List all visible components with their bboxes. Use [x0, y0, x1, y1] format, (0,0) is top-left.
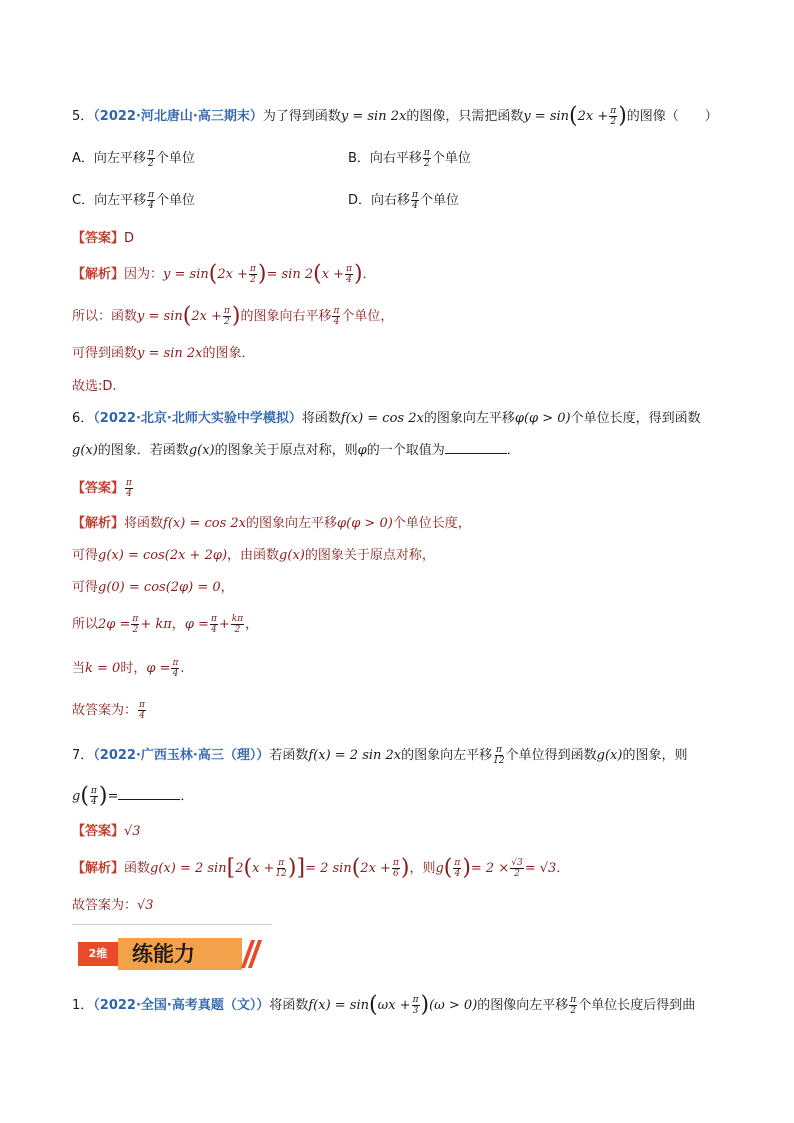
q5-number: 5． [72, 109, 94, 124]
paren: ( [569, 103, 578, 129]
fraction: $\frac{\pi}{4}$ [148, 190, 154, 211]
fraction: $\frac{\pi}{2}$ [223, 306, 230, 327]
fraction: $\frac{\pi}{3}$ [412, 995, 419, 1016]
fraction: $\frac{\pi}{6}$ [392, 858, 399, 879]
q6-analysis-6: 故答案为： $\frac{\pi}{4}$ [72, 700, 145, 721]
divider [72, 924, 272, 925]
q6-analysis-1: 【解析】将函数f(x) = cos 2x的图象向左平移φ(φ > 0)个单位长度， [72, 516, 471, 531]
fraction: $\frac{\pi}{4}$ [333, 306, 340, 327]
q5-func1: y = sin 2x [340, 109, 407, 124]
fraction: $\frac{\pi}{2}$ [570, 995, 577, 1016]
fraction: $\frac{\pi}{2}$ [610, 106, 617, 127]
q6-analysis-4: 所以2φ = $\frac{\pi}{2}$ + kπ，φ = $\frac{\pi}{4}$ + $\frac{k\pi}{2}$ ， [72, 614, 259, 635]
q6-analysis-2: 可得g(x) = cos(2x + 2φ)，由函数g(x)的图象关于原点对称， [72, 548, 435, 563]
q6-answer: 【答案】 $\frac{\pi}{4}$ [72, 478, 132, 499]
section-banner [78, 938, 258, 970]
q7-stem-1: 7．（2022·广西玉林·高三（理））若函数f(x) = 2 sin 2x的图象向左平移 $\frac{\pi}{12}$ 个单位得到函数g(x)的图象，则 [72, 745, 688, 766]
q7-stem-2: g( $\frac{\pi}{4}$ )= ． [72, 783, 194, 809]
analysis-tag: 【解析】 [72, 267, 125, 282]
q5-analysis-3: 可得到函数y = sin 2x的图象． [72, 346, 255, 361]
fraction: $\frac{\pi}{4}$ [172, 658, 179, 679]
q5-option-b[interactable]: B．向右平移 $\frac{\pi}{2}$ 个单位 [348, 148, 471, 169]
q5-analysis-2: 所以：函数y = sin(2x + $\frac{\pi}{2}$ )的图象向右平移 $\frac{\pi}{4}$ 个单位， [72, 303, 394, 329]
fraction: $\frac{\pi}{12}$ [275, 858, 287, 879]
q5-func2-inner: 2x + [577, 109, 609, 124]
q6-source: （2022·北京·北师大实验中学模拟） [93, 411, 302, 426]
fraction: $\frac{\pi}{12}$ [493, 745, 505, 766]
fraction: $\frac{\pi}{2}$ [132, 614, 139, 635]
answer-blank[interactable] [445, 441, 507, 454]
q5-analysis-4: 故选:D. [72, 379, 117, 394]
section-title: 练能力 [132, 942, 195, 966]
fraction: $\frac{\pi}{4}$ [346, 264, 352, 285]
q5-func2: y = sin [523, 109, 570, 124]
fraction: $\frac{\pi}{4}$ [139, 700, 145, 721]
q5-text: 为了得到函数 [262, 109, 341, 124]
q5-answer [72, 229, 134, 249]
q7-answer: 【答案】√3 [72, 824, 141, 839]
q1-source: （2022·全国·高考真题（文）） [93, 998, 270, 1013]
fraction: $\frac{k\pi}{2}$ [231, 614, 244, 635]
answer-tag: 【答案】 [72, 231, 125, 246]
q6-analysis-3: 可得g(0) = cos(2φ) = 0， [72, 580, 234, 595]
q5-stem [72, 103, 718, 129]
q5-text: 的图像，只需把函数 [406, 109, 524, 124]
fraction: $\frac{\pi}{4}$ [210, 614, 217, 635]
q5-option-d[interactable]: D．向右移 $\frac{\pi}{4}$ 个单位 [348, 190, 459, 211]
fraction: $\frac{\pi}{4}$ [126, 478, 132, 499]
q5-analysis-1: 【解析】因为：y = sin(2x + $\frac{\pi}{2}$ )= sin 2(x + $\frac{\pi}{4}$ )． [72, 261, 376, 287]
fraction: $\frac{\pi}{2}$ [423, 148, 430, 169]
fraction: $\frac{\pi}{4}$ [90, 786, 97, 807]
q6-stem-2: g(x)的图象．若函数g(x)的图象关于原点对称，则φ的一个取值为 ． [72, 443, 520, 458]
q7-analysis-2: 故答案为：√3 [72, 898, 154, 913]
section-badge: 2维 [78, 942, 118, 966]
q5-option-a[interactable]: A．向左平移 $\frac{\pi}{2}$ 个单位 [72, 148, 195, 169]
q6-analysis-5: 当k = 0时，φ = $\frac{\pi}{4}$ . [72, 658, 185, 679]
answer-value: D [124, 231, 135, 246]
q1-stem: 1．（2022·全国·高考真题（文））将函数f(x) = sin(ωx + $\frac{\pi}{3}$ )(ω > 0)的图像向左平移 $\frac{\pi}{2}$ 个单位长度后得到曲 [72, 992, 696, 1018]
q7-source: （2022·广西玉林·高三（理）） [93, 748, 270, 763]
q6-stem-1: 6．（2022·北京·北师大实验中学模拟）将函数f(x) = cos 2x的图象向左平移φ(φ > 0)个单位长度，得到函数 [72, 411, 701, 426]
q5-source: （2022·河北唐山·高三期末） [93, 109, 263, 124]
paren: ) [618, 103, 627, 129]
fraction: $\frac{\pi}{4}$ [412, 190, 418, 211]
q5-option-c[interactable]: C．向左平移 $\frac{\pi}{4}$ 个单位 [72, 190, 196, 211]
q5-text: 的图像（ ） [626, 109, 718, 124]
fraction: $\frac{\pi}{2}$ [147, 148, 154, 169]
fraction: $\frac{\pi}{2}$ [249, 264, 256, 285]
q7-analysis-1: 【解析】函数g(x) = 2 sin[2(x + $\frac{\pi}{12}$ )]= 2 sin(2x + $\frac{\pi}{6}$ )，则g( $\frac{\pi}{4}$ )= 2 × $\frac{√3}{2}$ = √3． [72, 855, 570, 881]
fraction: $\frac{√3}{2}$ [511, 858, 523, 879]
answer-blank[interactable] [118, 787, 180, 800]
fraction: $\frac{\pi}{4}$ [454, 858, 461, 879]
